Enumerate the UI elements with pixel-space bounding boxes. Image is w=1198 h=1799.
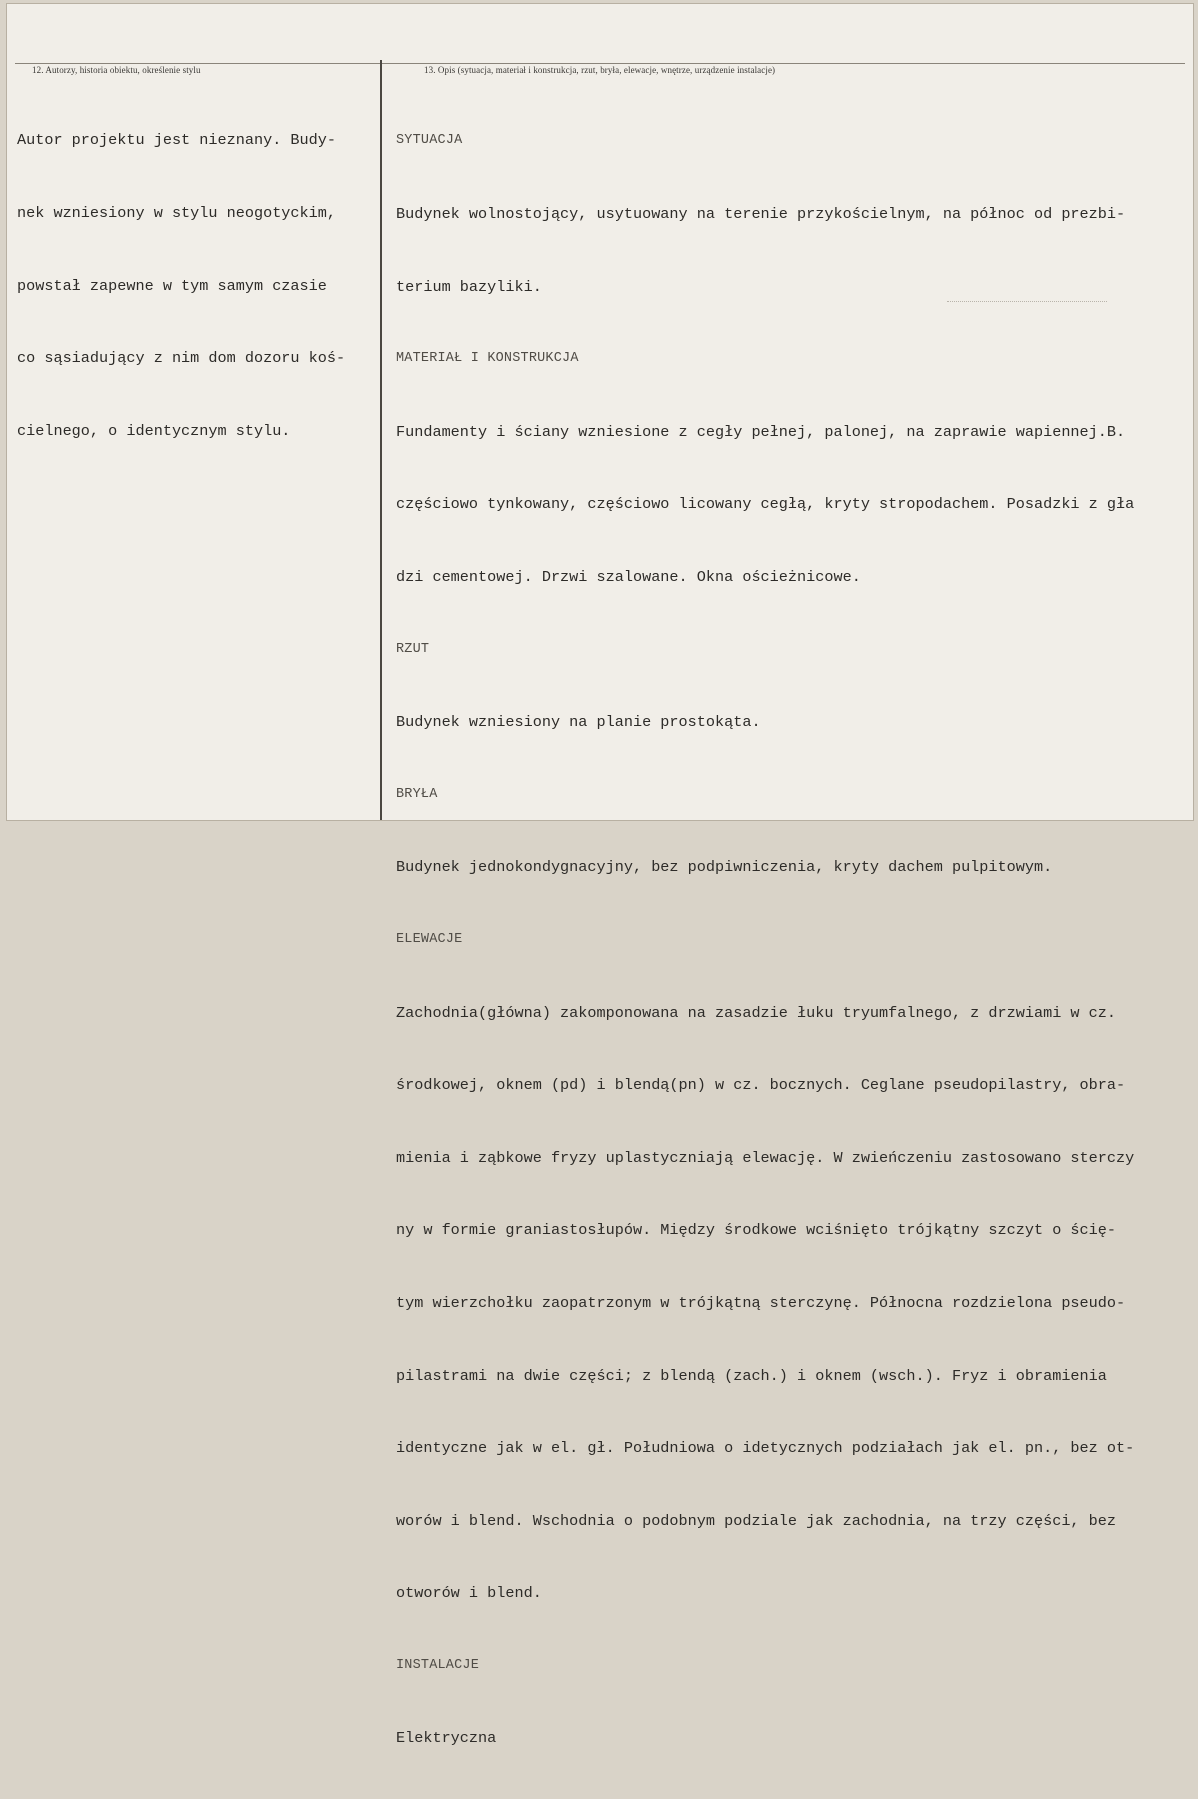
inventory-card (6, 3, 1194, 1748)
text-line: Fundamenty i ściany wzniesione z cegły pełnej, palonej, na zaprawie wapiennej.B. (396, 422, 1126, 441)
section-heading-sytuacja: SYTUACJA (396, 133, 463, 149)
text-line: pilastrami na dwie części; z blendą (zach.) i oknem (wsch.). Fryz i obramienia (396, 1366, 1107, 1385)
text-line: dzi cementowej. Drzwi szalowane. Okna ościeżnicowe. (396, 567, 861, 586)
text-line: co sąsiadujący z nim dom dozoru koś- (17, 349, 346, 368)
text-line: mienia i ząbkowe fryzy uplastyczniają elewację. W zwieńczeniu zastosowano sterczy (396, 1148, 1135, 1167)
text-line: częściowo tynkowany, częściowo licowany cegłą, kryty stropodachem. Posadzki z gła (396, 495, 1135, 514)
section-heading-bryla: BRYŁA (396, 786, 438, 802)
text-line: Elektryczna (396, 1729, 497, 1748)
text-line: terium bazyliki. (396, 277, 542, 296)
text-line: Autor projektu jest nieznany. Budy- (17, 131, 336, 150)
text-line: cielnego, o identycznym stylu. (17, 421, 291, 440)
section-heading-instalacje: INSTALACJE (396, 1657, 480, 1673)
text-line: środkowej, oknem (pd) i blendą(pn) w cz. bocznych. Ceglane pseudopilastry, obra- (396, 1076, 1126, 1095)
faint-paper-mark (947, 301, 1107, 306)
description-text (396, 81, 1134, 1799)
section-heading-material: MATERIAŁ I KONSTRUKCJA (396, 351, 579, 367)
text-line: Budynek wzniesiony na planie prostokąta. (396, 713, 761, 732)
authors-history-style-text (17, 80, 345, 491)
field-12-label: 12. Autorzy, historia obiektu, określenie stylu (32, 65, 201, 75)
text-line: tym wierzchołku zaopatrzonym w trójkątną sterczynę. Północna rozdzielona pseudo- (396, 1293, 1126, 1312)
text-line: identyczne jak w el. gł. Południowa o idetycznych podziałach jak el. pn., bez ot- (396, 1439, 1135, 1458)
section-heading-elewacje: ELEWACJE (396, 931, 463, 947)
text-line: worów i blend. Wschodnia o podobnym podziale jak zachodnia, na trzy części, bez (396, 1511, 1117, 1530)
field-13-label: 13. Opis (sytuacja, materiał i konstrukcja, rzut, bryła, elewacje, wnętrze, urządzenie instalacje) (424, 65, 776, 75)
text-line: nek wzniesiony w stylu neogotyckim, (17, 204, 336, 222)
text-line: Zachodnia(główna) zakomponowana na zasadzie łuku tryumfalnego, z drzwiami w cz. (396, 1003, 1117, 1022)
text-line: ny w formie graniastosłupów. Między środkowe wciśnięto trójkątny szczyt o ścię- (396, 1221, 1117, 1240)
text-line: powstał zapewne w tym samym czasie (17, 276, 327, 295)
section-heading-rzut: RZUT (396, 641, 430, 657)
text-line: Budynek wolnostojący, usytuowany na terenie przykościelnym, na północ od prezbi- (396, 205, 1126, 223)
top-rule (15, 63, 1185, 64)
text-line: Budynek jednokondygnacyjny, bez podpiwniczenia, kryty dachem pulpitowym. (396, 858, 1053, 877)
column-divider (380, 60, 382, 820)
text-line: otworów i blend. (396, 1584, 542, 1603)
